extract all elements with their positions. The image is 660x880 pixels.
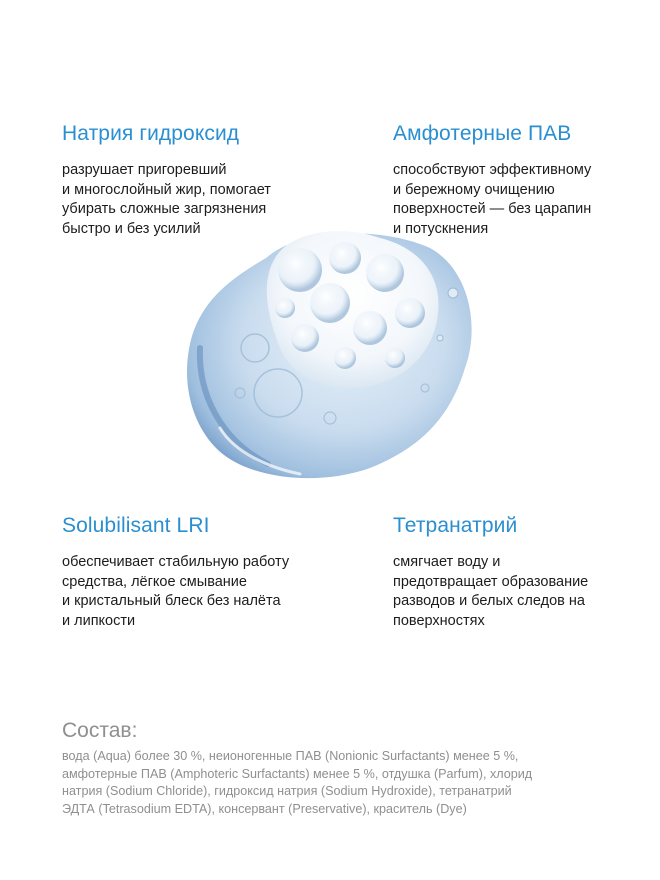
composition-line: амфотерные ПАВ (Amphoteric Surfactants) менее 5 %, отдушка (Parfum), хлорид [62,766,533,781]
description-line: средства, лёгкое смывание [62,573,247,590]
composition-text [62,748,602,818]
composition-line: натрия (Sodium Chloride), гидроксид натрия (Sodium Hydroxide), тетранатрий [62,784,512,798]
description-line: и липкости [62,612,136,629]
ingredient-title: Тетранатрий [393,514,518,537]
description-line: и многослойный жир, помогает [62,181,271,198]
description-line: обеспечивает стабильную работу [62,554,290,570]
composition-title: Состав: [62,719,138,742]
composition-line: вода (Aqua) более 30 %, неионогенные ПАВ (Nonionic Surfactants) менее 5 %, [62,749,519,763]
description-line: способствуют эффективному [393,162,592,178]
description-line: быстро и без усилий [62,220,201,237]
ingredient-description [62,553,312,631]
ingredient-description [393,553,643,631]
description-line: и кристальный блеск без налёта [62,593,281,609]
description-line: разводов и белых следов на [393,593,585,609]
ingredient-title: Амфотерные ПАВ [393,122,572,145]
description-line: убирать сложные загрязнения [62,201,267,217]
ingredient-title: Натрия гидроксид [62,122,240,145]
description-line: предотвращает образование [393,573,589,590]
description-line: поверхностях [393,612,485,629]
description-line: и бережному очищению [393,181,555,198]
composition-line: ЭДТА (Tetrasodium EDTA), консервант (Preservative), краситель (Dye) [62,801,467,816]
description-line: смягчает воду и [393,554,501,570]
description-line: и потускнения [393,220,489,237]
description-line: разрушает пригоревший [62,162,227,178]
ingredient-tetrasodium [393,513,643,631]
gel-foam-illustration [180,218,480,490]
ingredient-solubilisant-lri [62,513,312,631]
description-line: поверхностей — без царапин [393,201,592,217]
ingredient-title: Solubilisant LRI [62,514,210,537]
